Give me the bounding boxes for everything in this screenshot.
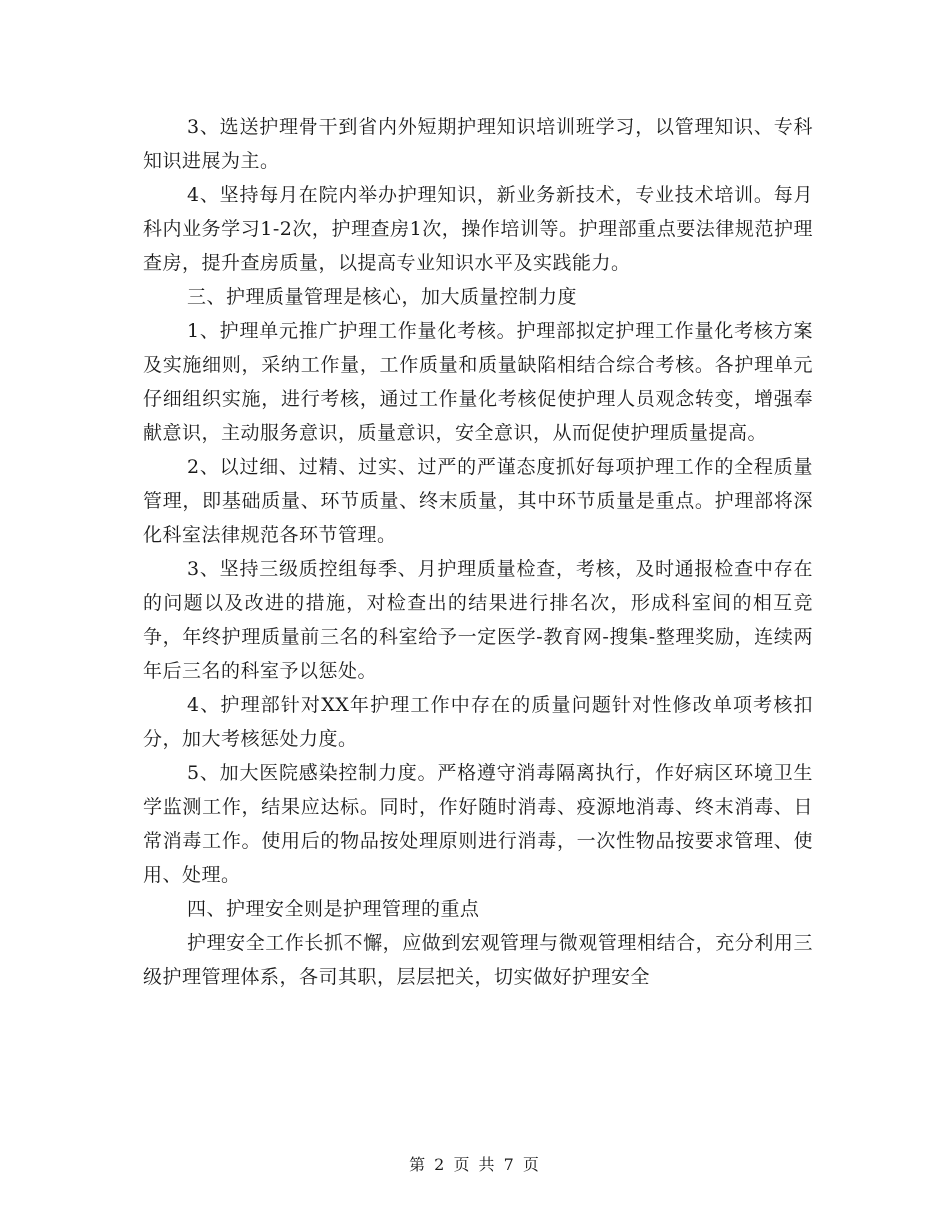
paragraph-item-2-process-quality: 2、以过细、过精、过实、过严的严谨态度抓好每项护理工作的全程质量管理，即基础质量、环节质量、终末质量，其中环节质量是重点。护理部将深化科室法律规范各环节管理。 [143,456,813,546]
section-heading-nursing-safety: 四、护理安全则是护理管理的重点 [187,898,480,920]
paragraph-item-4-assessment-deduction: 4、护理部针对XX年护理工作中存在的质量问题针对性修改单项考核扣分，加大考核惩处力度。 [143,694,813,750]
paragraph-item-4-monthly-training: 4、坚持每月在院内举办护理知识，新业务新技术，专业技术培训。每月科内业务学习1-2次，护理查房1次，操作培训等。护理部重点要法律规范护理查房，提升查房质量，以提高专业知识水平及实践能力。 [143,184,813,274]
document-body [143,110,813,994]
paragraph-nursing-safety-work: 护理安全工作长抓不懈，应做到宏观管理与微观管理相结合，充分利用三级护理管理体系，各司其职，层层把关，切实做好护理安全 [143,932,813,988]
page-number-footer: 第 2 页 共 7 页 [409,1155,541,1174]
section-heading-quality-management: 三、护理质量管理是核心，加大质量控制力度 [187,286,578,308]
paragraph-item-3-training: 3、选送护理骨干到省内外短期护理知识培训班学习，以管理知识、专科知识进展为主。 [143,116,813,172]
paragraph-item-1-quantified-assessment: 1、护理单元推广护理工作量化考核。护理部拟定护理工作量化考核方案及实施细则，采纳工作量，工作质量和质量缺陷相结合综合考核。各护理单元仔细组织实施，进行考核，通过工作量化考核促使护理人员观念转变，增强奉献意识，主动服务意识，质量意识，安全意识，从而促使护理质量提高。 [143,320,813,444]
paragraph-item-5-infection-control: 5、加大医院感染控制力度。严格遵守消毒隔离执行，作好病区环境卫生学监测工作，结果应达标。同时，作好随时消毒、疫源地消毒、终末消毒、日常消毒工作。使用后的物品按处理原则进行消毒，一次性物品按要求管理、使用、处理。 [143,762,813,886]
paragraph-item-3-quality-inspection: 3、坚持三级质控组每季、月护理质量检查，考核，及时通报检查中存在的问题以及改进的措施，对检查出的结果进行排名次，形成科室间的相互竞争，年终护理质量前三名的科室给予一定医学-教育网-搜集-整理奖励，连续两年后三名的科室予以惩处。 [143,558,813,682]
